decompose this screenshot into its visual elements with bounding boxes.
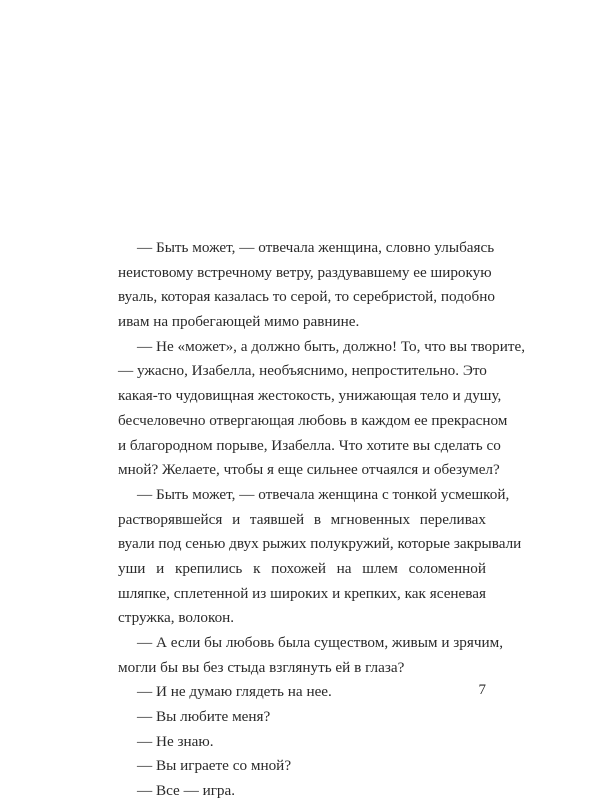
text-line: и благородном порыве, Изабелла. Что хотите вы сделать со [118,436,501,454]
text-line: — А если бы любовь была существом, живым и зрячим, [137,634,504,651]
text-line: — Вы играете со мной? [137,757,292,775]
text-line: неистовому встречному ветру, раздувавшему ее широкую [118,263,492,281]
text-line: шляпке, сплетенной из широких и крепких, как ясеневая [118,584,486,602]
text-line: — Все — игра. [137,782,236,800]
text-line: — Не знаю. [137,732,214,750]
text-line: стружка, волокон. [118,609,235,627]
text-line: — Вы любите меня? [137,708,271,726]
text-line: какая-то чудовищная жестокость, унижающая тело и душу, [118,387,502,405]
text-line: могли бы вы без стыда взглянуть ей в глаза? [118,658,405,676]
text-line: растворявшейся и таявшей в мгновенных переливах [118,510,486,528]
text-line: мной? Желаете, чтобы я еще сильнее отчаялся и обезумел? [118,461,500,479]
text-line: — И не думаю глядеть на нее. [137,683,332,701]
text-line: ивам на пробегающей мимо равнине. [118,313,360,331]
page-number: 7 [478,682,486,698]
text-line: — Быть может, — отвечала женщина с тонкой усмешкой, [137,485,510,503]
text-line: вуали под сенью двух рыжих полукружий, которые закрывали [118,535,522,553]
text-line: — Быть может, — отвечала женщина, словно улыбаясь [137,239,495,256]
text-line: вуаль, которая казалась то серой, то серебристой, подобно [118,288,495,306]
body-text [118,236,526,804]
text-line: бесчеловечно отвергающая любовь в каждом ее прекрасном [118,411,508,429]
text-line: — Не «может», а должно быть, должно! То, что вы творите, [137,337,526,355]
text-line: — ужасно, Изабелла, необъяснимо, непростительно. Это [118,362,487,380]
text-line: уши и крепились к похожей на шлем соломенной [118,559,486,577]
